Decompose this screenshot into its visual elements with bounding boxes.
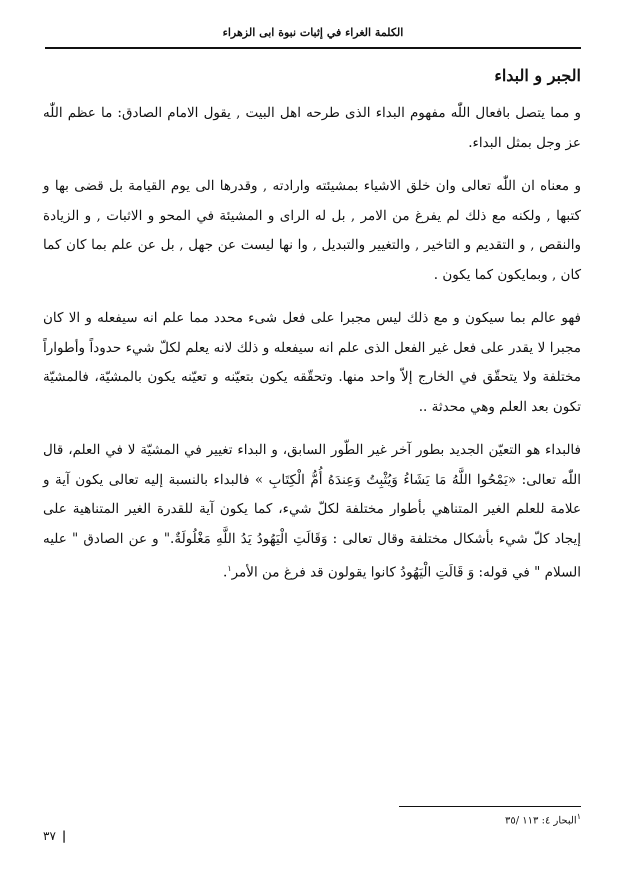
paragraph [43,99,581,158]
page-body [43,66,581,602]
running-header: الكلمة الغراء في إثبات نبوة ابی الزهراء [222,26,404,39]
footnote-mark: ١ [576,812,581,821]
section-title: الجبر و البداء [494,66,581,85]
header-divider [45,47,581,49]
footnote-divider [399,806,581,807]
page-number-value: ٣٧ [43,829,56,843]
paragraph [43,172,581,290]
page-number-separator: | [61,829,67,843]
paragraph-text: فهو عالم بما سيكون و مع ذلك ليس مجبرا علی فعل شیء محدد مما علم انه سيفعله و الا كان مجبرا لا يقدر علی فعل غير الفعل الذی علم انه سيفعله و ذلك لانه يعلم لكلّ شيء حدوداً وأطواراً مختلفة ولا يتحقّق في الخارج إلاّ واحد منها. وتحقّقه يكون بتعيّنه و تعيّنه يكون بالمشيّة، فالمشيّة تكون بعد العلم وهي محدثة .. [43,310,581,415]
paragraph-text: فالبداء هو التعيّن الجديد بطور آخر غير الطّور السابق، و البداء تغيير في المشيّة لا في العلم، قال اللّٰه تعالی: «يَمْحُوا اللَّهُ مَا يَشَاءُ وَيُثْبِتُ وَعِندَهُ أُمُّ الْكِتَابِ » فالبداء بالنسبة إليه تعالی يكون آية و علامة للعلم الغير المتناهي بأطوار مختلفة لكلّ شيء، كما يكون آية للقدرة الغير المتناهية علی إيجاد كلّ شيء بأشكال مختلفة وقال تعالی : وَقَالَتِ الْيَهُودُ يَدُ اللَّهِ مَغْلُولَةٌ." و عن الصادق " عليه السلام " في قوله: وَ قَالَتِ الْيَهُودُ كانوا يقولون قد فرغ من الأمر [43,442,581,581]
paragraph: فالبداء هو التعيّن الجديد بطور آخر غير الطّور السابق، و البداء تغيير في المشيّة لا في العلم، قال اللّٰه تعالی: «يَمْحُوا اللَّهُ مَا يَشَاءُ وَيُثْبِتُ وَعِندَهُ أُمُّ الْكِتَابِ » فالبداء بالنسبة إليه تعالی يكون آية و علامة للعلم الغير المتناهي بأطوار مختلفة لكلّ شيء، كما يكون آية للقدرة الغير المتناهية علی إيجاد كلّ شيء بأشكال مختلفة وقال تعالی : وَقَالَتِ الْيَهُودُ يَدُ اللَّهِ مَغْلُولَةٌ." و عن الصادق " عليه السلام " في قوله: وَ قَالَتِ الْيَهُودُ كانوا يقولون قد فرغ من الأمر$^١$. [43,442,581,581]
paragraph-text: و معناه ان اللّٰه تعالی وان خلق الاشياء بمشيئته وارادته , وقدرها الی يوم القيامة بل قضی بها و كتبها , ولكنه مع ذلك لم يفرغ من الامر , بل له الرای و المشيئة في المحو و الاثبات , و الزيادة والنقص , و التقديم و التاخير , والتغيير والتبديل , وا نها ليست عن جهل , بل عن علم بما كان كما كان , وبمايكون كما يكون . [43,178,581,283]
footnote [321,812,581,826]
paragraph [43,304,581,422]
paragraph-text: و مما يتصل بافعال اللّٰه مفهوم البداء الذی طرحه اهل البيت , يقول الامام الصادق: ما عظم اللّٰه عز وجل بمثل البداء. [43,105,581,151]
footnote-text: البحار ٤: ١١٣ /٣٥ [504,815,577,827]
footnote-reference: ١ [227,564,232,573]
page-number [43,829,66,843]
